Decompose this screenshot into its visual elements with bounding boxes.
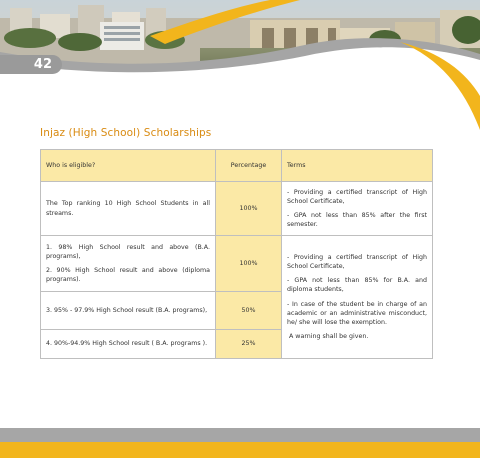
eligibility-line: 1. 98% High School result and above (B.A. programs), bbox=[46, 243, 210, 260]
header-percentage: Percentage bbox=[216, 150, 282, 182]
scholarships-table bbox=[40, 149, 433, 359]
footer-gold-stripe bbox=[0, 442, 480, 458]
term-item: - In case of the student be in charge of an academic or an administrative misconduct, he/ she will lose the exemption. bbox=[287, 300, 427, 326]
header-who-is-eligible: Who is eligible? bbox=[41, 150, 216, 182]
percentage-cell: 100% bbox=[216, 182, 282, 236]
table-header-row bbox=[41, 150, 433, 182]
terms-cell bbox=[282, 182, 433, 236]
term-item: - GPA not less than 85% for B.A. and diploma students, bbox=[287, 277, 427, 294]
table-row bbox=[41, 182, 433, 236]
table-row bbox=[41, 236, 433, 292]
page-number-badge bbox=[0, 55, 62, 74]
percentage-cell: 25% bbox=[216, 330, 282, 359]
terms-cell bbox=[282, 236, 433, 359]
page-number: 42 bbox=[33, 57, 52, 72]
percentage-cell: 100% bbox=[216, 236, 282, 292]
footer-band bbox=[0, 428, 480, 458]
term-item: - Providing a certified transcript of High School Certificate, bbox=[287, 254, 427, 271]
header-campus-photo bbox=[0, 0, 480, 135]
eligibility-cell: The Top ranking 10 High School Students in all streams. bbox=[41, 182, 216, 236]
eligibility-line: 2. 90% High School result and above (diploma programs). bbox=[46, 267, 210, 284]
percentage-cell: 50% bbox=[216, 292, 282, 330]
section-title: Injaz (High School) Scholarships bbox=[40, 127, 212, 139]
footer-gray-stripe bbox=[0, 428, 480, 442]
eligibility-cell bbox=[41, 236, 216, 292]
header-terms: Terms bbox=[282, 150, 433, 182]
term-item: - Providing a certified transcript of High School Certificate, bbox=[287, 188, 427, 205]
term-item: - GPA not less than 85% after the first semester. bbox=[287, 212, 427, 229]
term-item: A warning shall be given. bbox=[289, 332, 369, 340]
eligibility-cell: 4. 90%-94.9% High School result ( B.A. programs ). bbox=[41, 330, 216, 359]
eligibility-cell: 3. 95% - 97.9% High School result (B.A. programs), bbox=[41, 292, 216, 330]
